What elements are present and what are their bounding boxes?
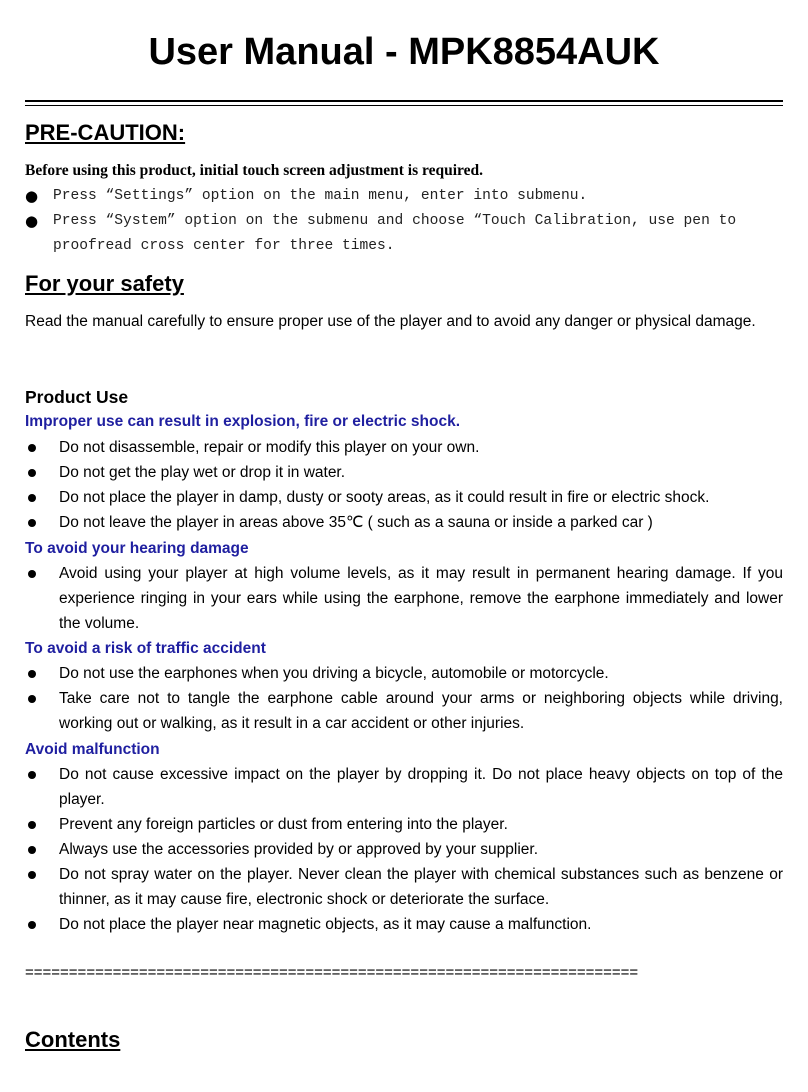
precaution-step-text: Press “Settings” option on the main menu, enter into submenu. (53, 188, 588, 204)
title-rule-thin (25, 105, 783, 106)
precaution-heading: PRE-CAUTION: (25, 120, 186, 145)
title-rule-thick (25, 100, 783, 102)
group-title-explosion: Improper use can result in explosion, fire or electric shock. (25, 413, 460, 430)
page-title: User Manual - MPK8854AUK (148, 31, 660, 73)
precaution-intro: Before using this product, initial touch screen adjustment is required. (25, 162, 483, 179)
list-item: Do not place the player in damp, dusty or sooty areas, as it could result in fire or electric shock. (25, 485, 783, 510)
list-item: Do not spray water on the player. Never clean the player with chemical substances such as benzene or thinner, as it may cause fire, electronic shock or deteriorate the surface. (25, 862, 783, 912)
group-title-malfunction: Avoid malfunction (25, 741, 160, 758)
contents-heading: Contents (25, 1027, 121, 1052)
list-item: Prevent any foreign particles or dust from entering into the player. (25, 812, 783, 837)
safety-heading: For your safety (25, 271, 184, 296)
list-item: Take care not to tangle the earphone cable around your arms or neighboring objects while driving, working out or walking, as it result in a car accident or other injuries. (25, 686, 783, 736)
list-item: Do not disassemble, repair or modify this player on your own. (25, 435, 783, 460)
list-explosion (25, 435, 783, 535)
list-item: Avoid using your player at high volume levels, as it may result in permanent hearing damage. If you experience ringing in your ears while using the earphone, remove the earphone immediately and lower the volume. (25, 561, 783, 636)
list-item: Always use the accessories provided by or approved by your supplier. (25, 837, 783, 862)
list-item: Do not use the earphones when you driving a bicycle, automobile or motorcycle. (25, 661, 783, 686)
section-separator: ====================================================================== (25, 964, 639, 981)
safety-intro: Read the manual carefully to ensure proper use of the player and to avoid any danger or physical damage. (25, 313, 756, 330)
list-traffic (25, 661, 783, 736)
bullet-icon: ● (25, 212, 39, 230)
bullet-icon: ● (25, 187, 39, 205)
list-hearing (25, 561, 783, 636)
group-title-hearing: To avoid your hearing damage (25, 540, 249, 557)
group-title-traffic: To avoid a risk of traffic accident (25, 640, 266, 657)
list-malfunction (25, 762, 783, 937)
precaution-step (25, 184, 785, 209)
precaution-step (25, 209, 785, 259)
product-use-subheading: Product Use (25, 387, 129, 407)
precaution-step-text: Press “System” option on the submenu and choose “Touch Calibration, use pen to proofread cross center for three times. (53, 213, 737, 254)
list-item: Do not leave the player in areas above 35℃ ( such as a sauna or inside a parked car ) (25, 510, 783, 535)
list-item: Do not place the player near magnetic objects, as it may cause a malfunction. (25, 912, 783, 937)
list-item: Do not cause excessive impact on the player by dropping it. Do not place heavy objects on top of the player. (25, 762, 783, 812)
list-item: Do not get the play wet or drop it in water. (25, 460, 783, 485)
